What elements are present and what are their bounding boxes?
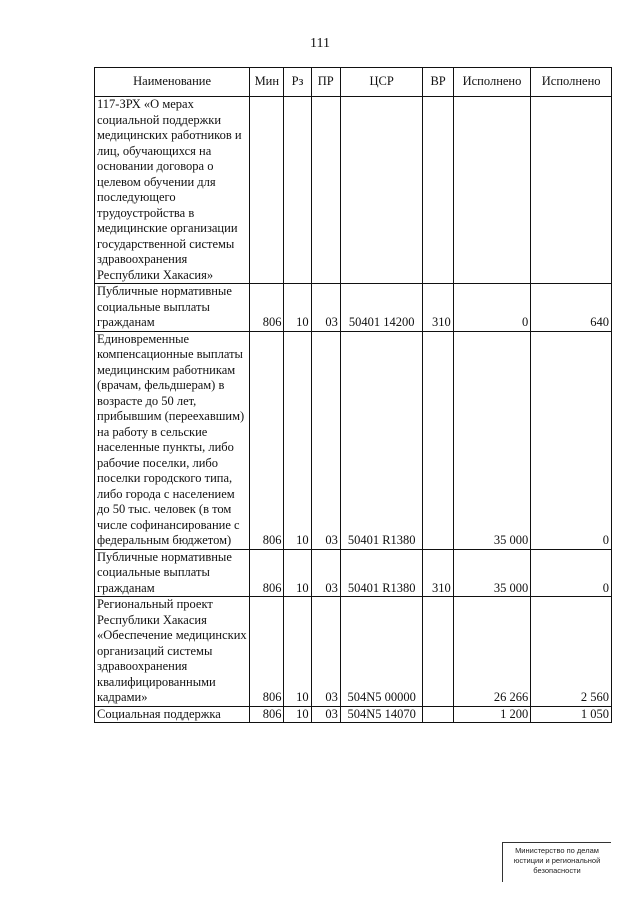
row-executed-1: 26 266 xyxy=(453,597,531,707)
row-pr xyxy=(311,97,340,284)
row-executed-1: 35 000 xyxy=(453,549,531,597)
row-executed-2 xyxy=(531,97,612,284)
row-name: Единовременные компенсационные выплаты медицинским работникам (врачам, фельдшерам) в возрасте до 50 лет, прибывшим (переехавшим) на работу в сельские населенные пункты, либо рабочие поселки, либо поселки городского типа, либо города с населением до 50 тыс. человек (в том числе софинансирование с федеральным бюджетом) xyxy=(95,331,250,549)
row-rz xyxy=(284,97,311,284)
row-executed-2: 0 xyxy=(531,549,612,597)
row-vr: 310 xyxy=(423,549,453,597)
row-executed-1: 35 000 xyxy=(453,331,531,549)
row-name: 117-ЗРХ «О мерах социальной поддержки медицинских работников и лиц, обучающихся на основании договора о целевом обучении для последующего трудоустройства в медицинские организации государственной системы здравоохранения Республики Хакасия» xyxy=(95,97,250,284)
row-executed-1: 0 xyxy=(453,284,531,332)
row-csr xyxy=(340,97,423,284)
row-pr: 03 xyxy=(311,549,340,597)
ministry-stamp xyxy=(502,842,611,882)
row-executed-1 xyxy=(453,97,531,284)
row-rz: 10 xyxy=(284,706,311,723)
row-rz: 10 xyxy=(284,549,311,597)
row-name: Публичные нормативные социальные выплаты гражданам xyxy=(95,284,250,332)
stamp-line-3: безопасности xyxy=(533,866,581,875)
row-csr: 504N5 14070 xyxy=(340,706,423,723)
row-pr: 03 xyxy=(311,331,340,549)
table-row xyxy=(95,284,612,332)
row-csr: 50401 14200 xyxy=(340,284,423,332)
row-executed-2: 640 xyxy=(531,284,612,332)
row-executed-2: 1 050 xyxy=(531,706,612,723)
row-rz: 10 xyxy=(284,331,311,549)
page-number: 111 xyxy=(310,36,330,51)
row-rz: 10 xyxy=(284,284,311,332)
row-min xyxy=(250,97,284,284)
header-csr: ЦСР xyxy=(340,68,423,97)
header-vr: ВР xyxy=(423,68,453,97)
row-name: Социальная поддержка xyxy=(95,706,250,723)
header-name: Наименование xyxy=(95,68,250,97)
row-pr: 03 xyxy=(311,597,340,707)
row-min: 806 xyxy=(250,549,284,597)
row-csr: 504N5 00000 xyxy=(340,597,423,707)
row-min: 806 xyxy=(250,284,284,332)
header-min: Мин xyxy=(250,68,284,97)
stamp-line-1: Министерство по делам xyxy=(515,846,599,855)
table-row xyxy=(95,549,612,597)
header-executed-2: Исполнено xyxy=(531,68,612,97)
row-name: Региональный проект Республики Хакасия «Обеспечение медицинских организаций системы здравоохранения квалифицированными кадрами» xyxy=(95,597,250,707)
budget-table xyxy=(94,67,612,723)
row-min: 806 xyxy=(250,597,284,707)
row-executed-1: 1 200 xyxy=(453,706,531,723)
row-executed-2: 2 560 xyxy=(531,597,612,707)
row-csr: 50401 R1380 xyxy=(340,549,423,597)
table-row xyxy=(95,597,612,707)
table-row xyxy=(95,331,612,549)
header-rz: Рз xyxy=(284,68,311,97)
row-executed-2: 0 xyxy=(531,331,612,549)
row-pr: 03 xyxy=(311,706,340,723)
stamp-line-2: юстиции и региональной xyxy=(513,856,601,865)
table-row xyxy=(95,97,612,284)
header-row xyxy=(95,68,612,97)
table-row xyxy=(95,706,612,723)
row-rz: 10 xyxy=(284,597,311,707)
header-executed-1: Исполнено xyxy=(453,68,531,97)
row-pr: 03 xyxy=(311,284,340,332)
row-vr xyxy=(423,331,453,549)
row-csr: 50401 R1380 xyxy=(340,331,423,549)
row-vr xyxy=(423,597,453,707)
row-name: Публичные нормативные социальные выплаты гражданам xyxy=(95,549,250,597)
row-vr xyxy=(423,706,453,723)
row-min: 806 xyxy=(250,331,284,549)
header-pr: ПР xyxy=(311,68,340,97)
row-vr: 310 xyxy=(423,284,453,332)
row-vr xyxy=(423,97,453,284)
row-min: 806 xyxy=(250,706,284,723)
